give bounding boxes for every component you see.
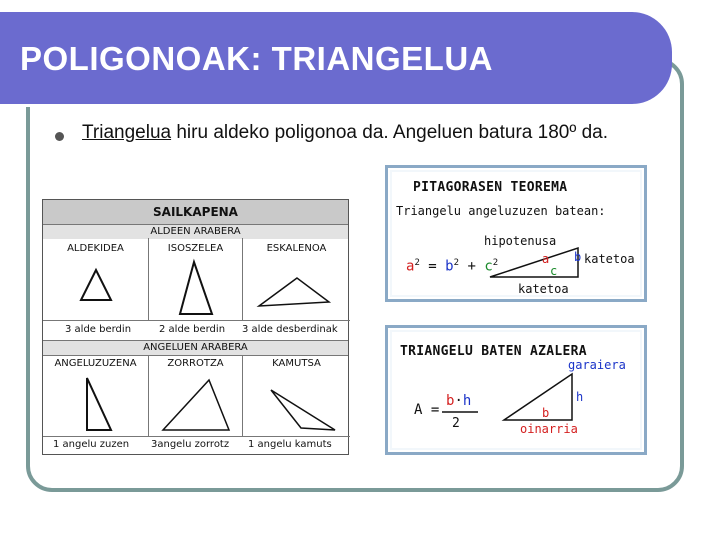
formula-eq: = (419, 258, 446, 275)
formula-c-exp: 2 (492, 258, 499, 268)
col-scalene: ESKALENOA (266, 243, 327, 254)
title-underline (0, 104, 660, 107)
label-b: b (574, 250, 582, 264)
area-panel (385, 325, 647, 455)
acute-triangle (149, 370, 243, 436)
formula-c: c (484, 258, 493, 275)
label-b-area: b (542, 406, 550, 420)
label-hypotenuse: hipotenusa (484, 234, 557, 248)
caption-obtuse: 1 angelu kamuts (248, 439, 332, 450)
formula-b: b (445, 258, 454, 275)
band-by-angles: ANGELUEN ARABERA (43, 340, 348, 356)
area-b: b (446, 393, 455, 409)
formula-plus: + (459, 258, 485, 275)
cell-obtuse (243, 355, 350, 437)
formula-a: a (406, 258, 415, 275)
col-right: ANGELUZUZENA (54, 358, 137, 369)
caption-right: 1 angelu zuzen (53, 439, 130, 450)
pythagoras-subtitle: Triangelu angeluzuzen batean: (396, 204, 606, 218)
col-equilateral: ALDEKIDEA (67, 243, 124, 254)
right-triangle (43, 370, 149, 436)
area-panel-inner (392, 332, 640, 448)
bullet-dot (55, 132, 64, 141)
col-obtuse: KAMUTSA (272, 358, 321, 369)
label-height: garaiera (568, 358, 626, 372)
area-title: TRIANGELU BATEN AZALERA (400, 344, 587, 359)
classification-header: SAILKAPENA (43, 200, 348, 224)
label-c: c (550, 264, 558, 278)
bullet-text (82, 120, 642, 145)
cell-equilateral (43, 238, 149, 321)
caption-isosceles: 2 alde berdin (159, 324, 226, 335)
equilateral-triangle (43, 254, 149, 320)
col-acute: ZORROTZA (167, 358, 224, 369)
label-leg-bottom: katetoa (518, 282, 569, 296)
pythagoras-panel-inner (392, 172, 640, 295)
isosceles-triangle (149, 254, 243, 320)
obtuse-triangle (243, 370, 350, 436)
formula-b-exp: 2 (453, 258, 460, 268)
area-h: h (462, 393, 472, 409)
formula-a-exp: 2 (414, 258, 420, 268)
band-by-sides: ALDEEN ARABERA (43, 224, 348, 239)
col-isosceles: ISOSZELEA (167, 243, 224, 254)
cell-scalene (243, 238, 350, 321)
cell-acute (149, 355, 243, 437)
classification-table (42, 199, 349, 455)
area-figure (392, 332, 646, 454)
area-dot: · (454, 393, 463, 409)
pythagoras-title: PITAGORASEN TEOREMA (413, 180, 568, 195)
caption-acute: 3angelu zorrotz (151, 439, 230, 450)
bullet-rest: hiru aldeko poligonoa da. Angeluen batura 180º da. (171, 122, 608, 143)
area-denominator: 2 (452, 416, 460, 431)
caption-scalene: 3 alde desberdinak (242, 324, 338, 335)
cell-right (43, 355, 149, 437)
area-lhs: A = (414, 402, 440, 418)
bullet-term: Triangelua (82, 122, 172, 143)
scalene-triangle (243, 254, 350, 320)
cell-isosceles (149, 238, 243, 321)
label-a: a (542, 252, 550, 266)
label-leg-right: katetoa (584, 252, 635, 266)
pythagoras-panel (385, 165, 647, 302)
slide-title: POLIGONOAK: TRIANGELUA (20, 40, 493, 77)
label-h: h (576, 390, 584, 404)
label-base: oinarria (520, 422, 578, 436)
caption-equilateral: 3 alde berdin (65, 324, 132, 335)
